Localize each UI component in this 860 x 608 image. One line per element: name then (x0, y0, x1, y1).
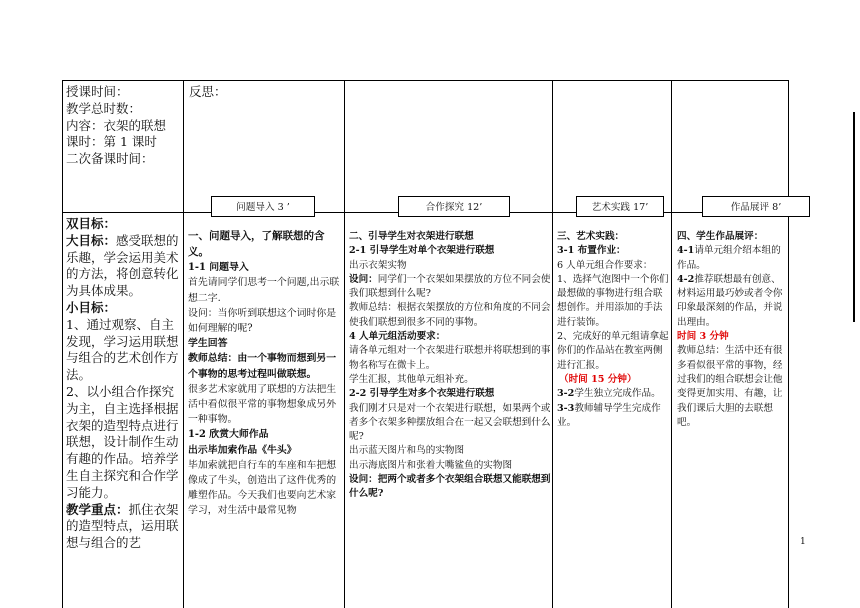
review-column (677, 230, 787, 608)
practice-step-1-text: 6 人单元组合作要求： (557, 259, 653, 271)
stage-box-review: 作品展评 8’ (702, 196, 810, 217)
stage-box-explore: 合作探究 12’ (398, 196, 510, 217)
explore-step-1-show: 出示衣架实物 (349, 259, 407, 271)
practice-column (557, 230, 670, 608)
explore-heading: 二、引导学生对衣架进行联想 (349, 231, 474, 242)
page-number: 1 (800, 537, 806, 547)
key-point (66, 502, 181, 552)
explore-question-label: 设问： (349, 273, 378, 285)
intro-summary-text: 由一个事物而想到另一个事物的思考过程叫做联想。 (188, 353, 337, 380)
explore-step-2-show-2: 出示海底图片和张着大嘴鲨鱼的实物图 (349, 459, 513, 471)
practice-item-2: 2、完成好的单元组请拿起你们的作品站在教室两侧进行汇报。 (557, 331, 669, 371)
second-prep-time: 二次备课时间： (66, 151, 154, 167)
review-step-2-title: 4-2 (677, 273, 695, 285)
big-goal-label: 大目标： (66, 232, 117, 248)
review-heading: 四、学生作品展评： (677, 231, 764, 242)
explore-group-report: 学生汇报，其他单元组补充。 (349, 373, 474, 385)
intro-step-1-question: 设问：当你听到联想这个词时你是如何理解的呢? (188, 307, 337, 334)
stage-box-intro: 问题导入 3 ’ (211, 196, 315, 217)
key-point-text: 抓住衣架的造型特点，运用联想与组合的艺 (66, 501, 179, 551)
review-step-1 (677, 244, 787, 273)
stage-box-practice: 艺术实践 17’ (576, 196, 664, 217)
big-goal-text: 感受联想的乐趣，学会运用美术的方法，将创意转化为具体成果。 (66, 232, 179, 299)
review-summary: 教师总结：生活中还有很多看似很平常的事物，经过我们的组合联想会让他变得更加实用、有趣，让我们课后大胆的去联想吧。 (677, 345, 783, 428)
explore-step-1-title: 2-1 引导学生对单个衣架进行联想 (349, 245, 495, 257)
intro-step-2-work: 出示毕加索作品《牛头》 (188, 444, 297, 456)
column-divider-2 (344, 80, 345, 608)
review-step-2-text: 推荐联想最有创意、材料运用最巧妙或者令你印象最深刻的作品，并说出理由。 (677, 273, 783, 328)
intro-step-1-title: 1-1 问题导入 (188, 262, 249, 274)
small-goal-2: 2、以小组合作探究为主，自主选择根据衣架的造型特点进行联想，设计制作生动有趣的作品。培养学生自主探究和合作学习能力。 (66, 383, 179, 500)
goals-column (66, 216, 181, 608)
intro-column (188, 229, 341, 608)
intro-step-1-text: 首先请同学们思考一个问题,出示联想二字. (188, 277, 340, 304)
table-border-left (62, 80, 63, 608)
practice-time: （时间 15 分钟） (559, 373, 637, 385)
reflection-label: 反思： (189, 84, 227, 99)
lesson-content: 内容：衣架的联想 (66, 117, 167, 133)
column-divider-1 (183, 80, 184, 608)
intro-step-2-text: 毕加索就把自行车的车座和车把想像成了牛头，创造出了这件优秀的雕塑作品。今天我们也要向艺术家学习，对生活中最常见物 (188, 459, 337, 517)
explore-step-1-question (349, 273, 551, 302)
explore-step-1-summary: 教师总结：根据衣架摆放的方位和角度的不同会使我们联想到很多不同的事物。 (349, 302, 551, 328)
column-divider-4 (671, 80, 672, 608)
practice-heading: 三、艺术实践： (557, 231, 625, 242)
lesson-info (66, 84, 181, 168)
explore-step-2-show-1: 出示蓝天图片和鸟的实物图 (349, 445, 465, 457)
lesson-period: 课时：第 1 课时 (66, 134, 157, 150)
intro-step-2-title: 1-2 欣赏大师作品 (188, 429, 269, 441)
review-time: 时间 3 分钟 (677, 331, 729, 343)
practice-step-3 (557, 402, 670, 431)
review-step-1-text: 请单元组介绍本组的作品。 (677, 245, 781, 271)
lesson-time: 授课时间： (66, 84, 129, 99)
intro-heading: 一、问题导入，了解联想的含义。 (188, 230, 325, 258)
key-point-label: 教学重点： (66, 501, 129, 517)
practice-step-3-text: 教师辅导学生完成作业。 (557, 402, 661, 428)
intro-summary (188, 351, 341, 381)
column-divider-3 (552, 80, 553, 608)
practice-step-2-title: 3-2 (557, 388, 575, 400)
practice-step-2 (557, 387, 670, 401)
practice-step-1-title: 3-1 布置作业： (557, 245, 626, 257)
big-goal (66, 233, 181, 300)
explore-question-text: 同学们一个衣架如果摆放的方位不同会使我们联想到什么呢? (349, 273, 551, 300)
small-goal-1: 1、通过观察、自主发现，学习运用联想与组合的艺术创作方法。 (66, 316, 179, 383)
table-border-right (788, 80, 789, 608)
small-goal-label: 小目标： (66, 299, 117, 315)
review-step-2 (677, 273, 787, 330)
intro-step-1-text-2: 很多艺术家就用了联想的方法把生活中看似很平常的事物想象成另外一种事物。 (188, 383, 337, 426)
explore-column (349, 230, 551, 608)
review-step-1-title: 4-1 (677, 245, 695, 257)
practice-item-1: 1、选择气泡图中一个你们最想做的事物进行组合联想创作。并用添加的手法进行装饰。 (557, 273, 669, 328)
intro-summary-label: 教师总结： (188, 353, 238, 365)
explore-group-title: 4 人单元组活动要求： (349, 331, 446, 343)
explore-group-text: 请各单元组对一个衣架进行联想并将联想到的事物名称写在微卡上。 (349, 345, 551, 371)
explore-step-2-text: 我们刚才只是对一个衣架进行联想，如果两个或者多个衣架多种摆放组合在一起又会联想到什么呢? (349, 402, 551, 443)
practice-step-3-title: 3-3 (557, 402, 575, 414)
table-border-top (62, 80, 789, 81)
explore-step-2-title: 2-2 引导学生对多个衣架进行联想 (349, 388, 495, 400)
goals-heading: 双目标： (66, 216, 117, 231)
page-edge-mark (853, 112, 855, 322)
intro-student-answer: 学生回答 (188, 338, 228, 350)
practice-step-2-text: 学生独立完成作品。 (574, 388, 661, 400)
explore-step-2-question: 设问：把两个或者多个衣架组合联想又能联想到什么呢? (349, 474, 551, 500)
total-hours: 教学总时数： (66, 100, 142, 116)
